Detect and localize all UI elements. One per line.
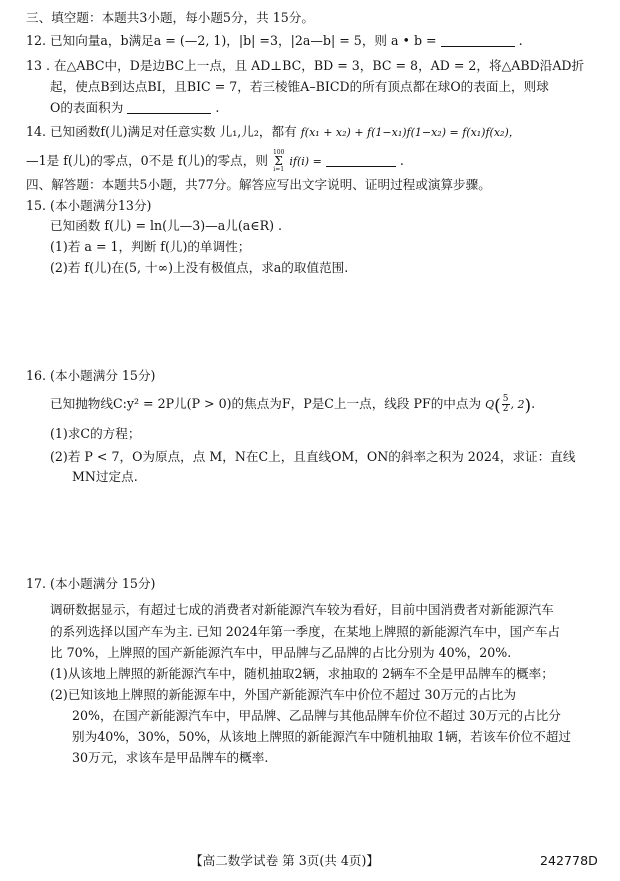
section-3-heading: 三、填空题：本题共3小题，每小题5分，共 15分。 [26,10,314,25]
question-17-part-2-line-4: 30万元，求该车是甲品牌车的概率. [72,750,269,765]
question-13-line-3-text: O的表面积为 [50,100,124,115]
question-17-part-2-line-1: (2)已知该地上牌照的新能源车中，外国产新能源汽车中价位不超过 30万元的占比为 [50,687,517,702]
question-16-line-1-text: 已知抛物线C:y² = 2P儿(P > 0)的焦点为F，P是C上一点，线段 PF的中点为 [50,396,482,411]
question-16-line-1 [50,395,535,414]
question-15-part-2: (2)若 f(儿)在(5, 十∞)上没有极值点，求a的取值范围. [50,260,349,275]
question-17-part-2-line-3: 别为40%，30%，50%，从该地上牌照的新能源汽车中随机抽取 1辆，若该车价位不超过 [72,729,571,744]
question-13-line-2: 起，使点B到达点BI，且BIC = 7，若三棱锥A–BICD的所有顶点都在球O的表面上，则球 [50,79,549,94]
question-13-end: . [215,100,220,115]
sum-lower-limit: i=1 [273,166,285,173]
question-12-text: 12. 已知向量a，b满足a = (—2, 1)，|b| =3，|2a—b| = 5，则 a • b = [26,33,437,48]
question-15-line-1: 已知函数 f(儿) = ln(儿—3)—a儿(a∈R) . [50,218,283,233]
question-16-title: 16. (本小题满分 15分) [26,368,156,383]
question-15-title: 15. (本小题满分13分) [26,198,152,213]
left-paren: ( [494,396,501,416]
question-17-line-2: 的系列选择以国产车为主. 已知 2024年第一季度，在某地上牌照的新能源汽车中，国产车占 [50,624,561,639]
question-12-end: . [518,33,523,48]
question-15-part-1: (1)若 a = 1，判断 f(儿)的单调性； [50,239,251,254]
page-footer: 【高二数学试卷 第 3页(共 4页)】 [190,853,379,868]
right-paren: ) [524,396,532,416]
question-14-line-1 [26,124,520,141]
fraction-numerator: 5 [502,394,509,404]
fraction [502,395,510,414]
question-12 [26,33,523,49]
question-16-part-1: (1)求C的方程； [50,426,141,441]
point-q-label: Q [485,398,495,411]
question-14-line-1-text: 14. 已知函数f(儿)满足对任意实数 儿₁,儿₂，都有 [26,124,297,139]
question-13-line-3 [50,100,219,116]
sum-expression: if(i) = [289,155,322,168]
question-16-part-2-line-1: (2)若 P < 7，O为原点，点 M，N在C上，且直线OM，ON的斜率之积为 2024，求证：直线 [50,449,576,464]
question-16-part-2-line-2: MN过定点. [72,469,138,484]
answer-blank-13 [127,101,211,114]
question-14-line-2-text: —1是 f(儿)的零点，0不是 f(儿)的零点，则 [26,153,268,168]
question-16-end: . [531,396,536,411]
fraction-denominator: 2 [502,404,509,414]
sum-upper-limit: 100 [272,149,285,156]
question-17-line-1: 调研数据显示，有超过七成的消费者对新能源汽车较为看好，目前中国消费者对新能源汽车 [50,602,554,617]
point-q-rest: , 2 [510,398,525,411]
question-14-end: . [399,153,404,168]
question-17-part-2-line-2: 20%，在国产新能源汽车中，甲品牌、乙品牌与其他品牌车价位不超过 30万元的占比分 [72,708,561,723]
section-4-heading: 四、解答题：本题共5小题，共77分。解答应写出文字说明、证明过程或演算步骤。 [26,177,491,192]
sigma-icon: Σ [274,154,283,168]
sum-symbol [273,150,284,173]
question-17-part-1: (1)从该地上牌照的新能源汽车中，随机抽取2辆，求抽取的 2辆车不全是甲品牌车的概率； [50,666,554,681]
question-17-line-3: 比 70%，上牌照的国产新能源汽车中，甲品牌与乙品牌的占比分别为 40%，20%. [50,645,512,660]
question-13-line-1: 13 . 在△ABC中，D是边BC上一点，且 AD⊥BC，BD = 3，BC = 8，AD = 2，将△ABD沿AD折 [26,58,585,73]
exam-code: 242778D [540,853,598,868]
question-14-formula: f(x₁ + x₂) + f(1−x₁)f(1−x₂) = f(x₁)f(x₂)， [300,126,520,139]
answer-blank-14 [326,154,396,167]
question-17-title: 17. (本小题满分 15分) [26,576,156,591]
answer-blank-12 [441,34,515,47]
question-14-line-2 [26,150,404,173]
